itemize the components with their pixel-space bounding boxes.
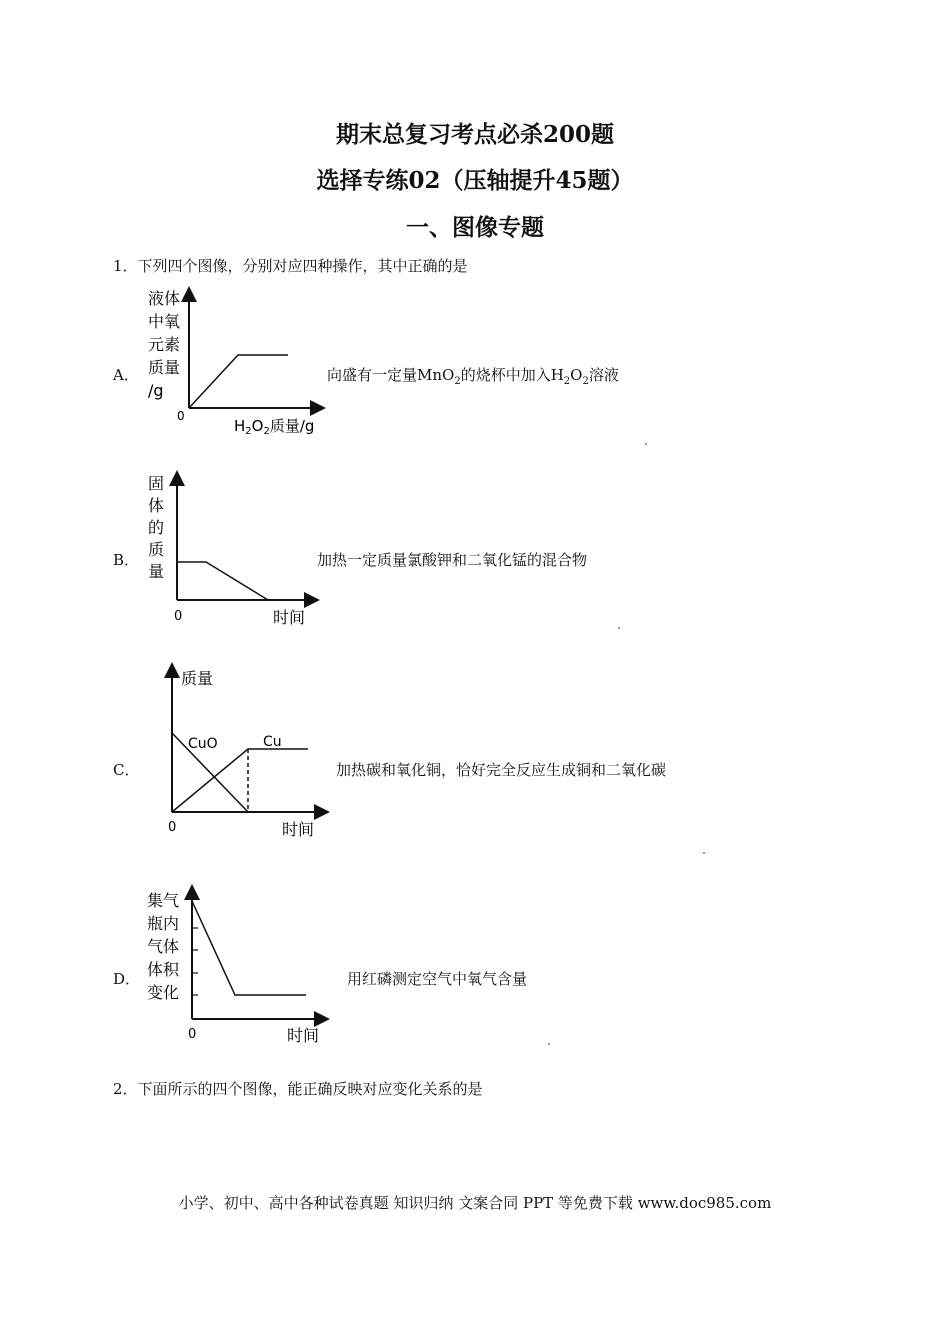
y-axis-label-line: 元素 — [148, 335, 181, 354]
option-d-description: 用红磷测定空气中氧气含量 — [347, 970, 528, 988]
scan-dot — [645, 443, 647, 445]
y-axis-label-line: 固 — [148, 474, 165, 493]
origin-label: 0 — [177, 409, 185, 423]
y-axis-label-line: 中氧 — [148, 312, 181, 331]
scan-dot — [703, 852, 705, 854]
y-axis-label-line: 量 — [148, 562, 165, 581]
option-b-description: 加热一定质量氯酸钾和二氧化锰的混合物 — [317, 551, 588, 569]
cuo-curve-label: CuO — [188, 736, 218, 752]
question-2-stem: 2．下面所示的四个图像，能正确反映对应变化关系的是 — [113, 1080, 483, 1098]
y-axis-label-line: 瓶内 — [147, 914, 180, 933]
y-axis-label-line: 体 — [148, 496, 165, 515]
x-axis-label: $H_2O_2$质量/g — [234, 417, 315, 437]
y-axis-label-line: 的 — [148, 518, 165, 537]
question-1-stem: 1．下列四个图像，分别对应四种操作，其中正确的是 — [113, 257, 468, 275]
option-b-graph — [140, 470, 330, 634]
curve-line — [177, 562, 268, 600]
option-c-graph — [150, 662, 340, 846]
origin-label: 0 — [174, 609, 183, 624]
origin-label: 0 — [188, 1027, 197, 1042]
y-axis-label-line: /g — [148, 381, 164, 400]
section-heading: 一、图像专题 — [406, 214, 544, 241]
option-b-label: B． — [113, 551, 140, 569]
y-axis-label-line: 集气 — [147, 891, 180, 910]
origin-label: 0 — [168, 820, 177, 835]
curve-line — [189, 355, 288, 408]
y-axis-label-line: 质量 — [148, 358, 181, 377]
option-a-description: 向盛有一定量MnO$_2$的烧杯中加入$H_2O_2$溶液 — [327, 366, 619, 387]
y-axis-label: 质量 — [181, 669, 214, 688]
curve-line — [192, 901, 306, 995]
page-footer: 小学、初中、高中各种试卷真题 知识归纳 文案合同 PPT 等免费下载 www.doc985.com — [178, 1194, 772, 1212]
option-d-graph — [140, 884, 340, 1053]
scan-dot — [618, 627, 620, 629]
y-axis-label-line: 变化 — [147, 983, 180, 1002]
option-a-graph — [140, 286, 330, 445]
document-subtitle: 选择专练02（压轴提升45题） — [316, 167, 634, 194]
y-axis-label-line: 质 — [148, 540, 165, 559]
option-c-label: C． — [113, 761, 140, 779]
cu-curve — [172, 749, 308, 812]
y-axis-label-line: 气体 — [147, 937, 180, 956]
y-axis-label-line: 体积 — [147, 960, 180, 979]
x-axis-label: 时间 — [282, 820, 315, 839]
option-a-label: A． — [113, 366, 139, 384]
y-axis-label-line: 液体 — [148, 289, 181, 308]
document-title: 期末总复习考点必杀200题 — [335, 121, 614, 148]
x-axis-label: 时间 — [287, 1026, 320, 1045]
x-axis-label: 时间 — [273, 608, 306, 627]
cu-curve-label: Cu — [263, 734, 282, 750]
scan-dot — [548, 1043, 550, 1045]
option-d-label: D． — [113, 970, 141, 988]
option-c-description: 加热碳和氧化铜，恰好完全反应生成铜和二氧化碳 — [336, 761, 667, 779]
